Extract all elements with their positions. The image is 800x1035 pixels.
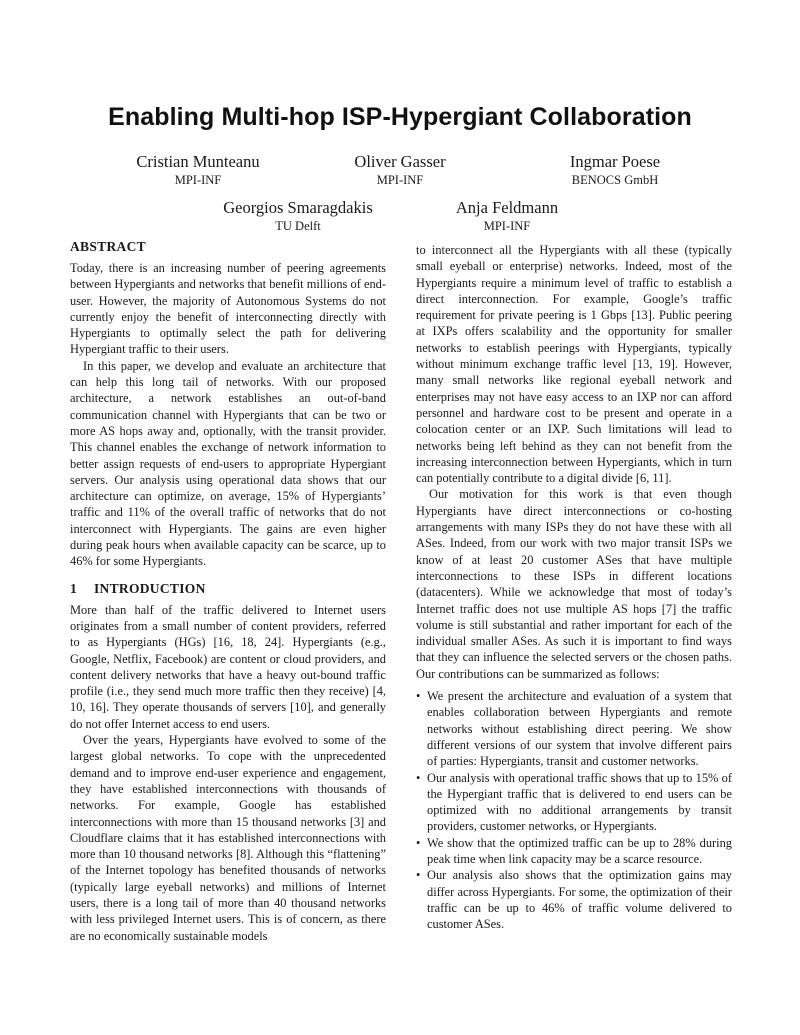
bullet-icon: •	[416, 689, 421, 704]
list-item-text: Our analysis with operational traffic shows that up to 15% of the Hypergiant traffic that is delivered to end users can be optimized with no additional arrangements by transit providers, customer networks, or Hypergiants.	[427, 770, 732, 834]
author-name: Anja Feldmann	[455, 198, 559, 217]
list-item	[416, 867, 732, 932]
list-item-text: We show that the optimized traffic can be up to 28% during peak time when link capacity may be a scarce resource.	[427, 835, 732, 866]
author-name: Oliver Gasser	[354, 152, 446, 171]
author-poese	[505, 152, 725, 188]
abstract-heading: ABSTRACT	[70, 239, 146, 254]
paper-title: Enabling Multi-hop ISP-Hypergiant Collaboration	[108, 103, 692, 131]
author-affiliation: MPI-INF	[174, 173, 222, 187]
bullet-icon: •	[416, 770, 421, 785]
author-munteanu	[88, 152, 308, 188]
author-name: Georgios Smaragdakis	[223, 198, 373, 217]
list-item	[416, 770, 732, 835]
left-column	[70, 238, 386, 944]
contributions-list	[416, 688, 732, 932]
author-affiliation: BENOCS GmbH	[571, 173, 659, 187]
section-number: 1	[70, 580, 78, 596]
intro-paragraph-1: More than half of the traffic delivered to Internet users originates from a small number of content providers, referred to as Hypergiants (HGs) [16, 18, 24]. Hypergiants (e.g., Google, Netflix, Facebook) are content or cloud providers, and content delivery networks that have a heavy out-bound traffic profile (i.e., they send much more traffic then they receive) [4, 10, 16]. They operate thousands of servers [10], and generally do not offer Internet access to end users.	[70, 602, 386, 731]
author-affiliation: TU Delft	[275, 219, 321, 233]
bullet-icon: •	[416, 868, 421, 883]
abstract-paragraph-2: In this paper, we develop and evaluate an architecture that can help this long tail of networks. With our proposed architecture, a network establishes an out-of-band communication channel with Hypergiants that can be two or more AS hops away and, optionally, with the transit provider. This channel enables the exchange of network information to better assign requests of end-users to appropriate Hypergiant servers. Our analysis using operational data shows that our architecture can optimize, on average, 15% of Hypergiants’ traffic and 11% of the overall traffic of networks that do not interconnect with Hypergiants. The gains are even higher during peak hours when available capacity can be scarce, up to 46% for some Hypergiants.	[70, 358, 386, 569]
list-item	[416, 688, 732, 769]
author-affiliation: MPI-INF	[376, 173, 424, 187]
author-affiliation: MPI-INF	[483, 219, 531, 233]
author-name: Cristian Munteanu	[136, 152, 260, 171]
intro-paragraph-3: to interconnect all the Hypergiants with all these (typically small eyeball or enterprise) networks. Indeed, most of the Hypergiants require a minimum level of traffic to establish a direct interconnection. For example, Google’s traffic requirement for private peering is 1 Gbps [13]. Public peering at IXPs offers scalability and the opportunity for smaller networks to establish peerings with Hypergiants, typically without minimum exchange traffic level [13, 19]. However, many small networks like regional eyeball network and enterprises may not have easy access to an IXP nor can afford personnel and hardware cost to be present and operate in a colocation center or an IXP. Such limitations will lead to networks being left behind as they can not benefit from the increasing interconnection between Hypergiants, which in turn can potentially contribute to a digital divide [6, 11].	[416, 243, 732, 486]
intro-paragraph-2: Over the years, Hypergiants have evolved to some of the largest global networks. To cope with the unprecedented demand and to improve end-user experience and engagement, they have established interconnections with thousands of networks. For example, Google has established interconnections with more than 15 thousand networks [3] and Cloudflare claims that it has established interconnections with more than 10 thousand networks [8]. Although this “flattening” of the Internet topology has benefited thousands of networks (typically large eyeball networks) and millions of Internet users, there is a long tail of more than 40 thousand networks with less privileged Internet users. This is of concern, as there are no economically sustainable models	[70, 733, 386, 943]
abstract-paragraph-1: Today, there is an increasing number of peering agreements between Hypergiants and networks that benefit millions of end-user. However, the majority of Autonomous Systems do not currently enjoy the benefit of interconnecting directly with Hypergiants to optimally select the path for delivering Hypergiant traffic to their users.	[70, 261, 386, 357]
list-item-text: Our analysis also shows that the optimization gains may differ across Hypergiants. For some, the optimization of their traffic can be up to 46% of traffic volume delivered to customer ASes.	[427, 868, 732, 932]
author-feldmann	[397, 198, 617, 234]
author-smaragdakis	[188, 198, 408, 234]
author-gasser	[290, 152, 510, 188]
list-item-text: We present the architecture and evaluation of a system that enables collaboration between Hypergiants and remote networks without establishing direct peering. We show different versions of our system that involve different pairs of parties: Hypergiants, transit and customer networks.	[427, 689, 732, 769]
right-column	[416, 242, 732, 932]
author-name: Ingmar Poese	[569, 152, 661, 171]
introduction-heading	[70, 580, 386, 598]
list-item	[416, 835, 732, 868]
section-title: INTRODUCTION	[94, 580, 206, 596]
bullet-icon: •	[416, 835, 421, 850]
intro-paragraph-4: Our motivation for this work is that even though Hypergiants have direct interconnections or co-hosting arrangements with many ISPs they do not have these with all ASes. Indeed, from our work with two major transit ISPs we know of at least 20 customer ASes that have multiple interconnections to these ISPs in different locations (datacenters). While we acknowledge that most of today’s Internet traffic does not use multiple AS hops [7] the traffic volume is still substantial and rather important for each of the individual smaller ASes. As such it is important to find ways that they can influence the selected servers or the chosen paths. Our contributions can be summarized as follows:	[416, 487, 732, 681]
